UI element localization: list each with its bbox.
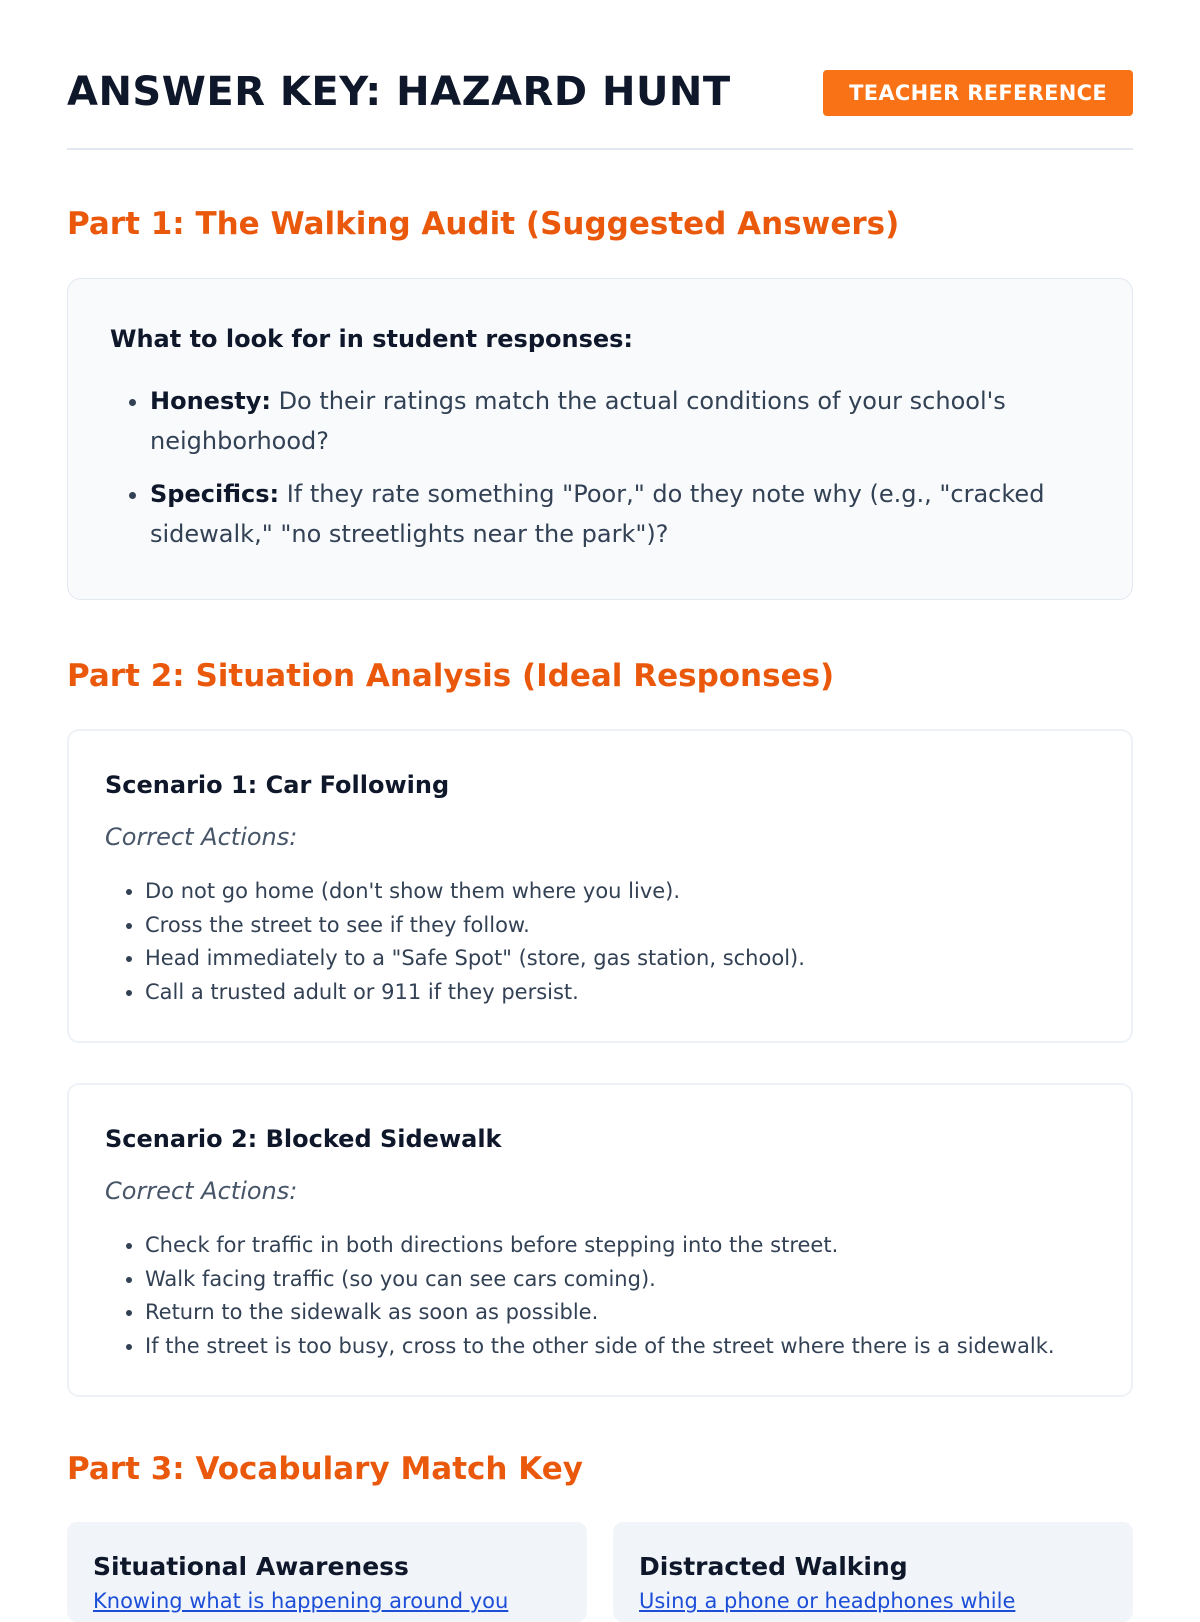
vocab-card-1 <box>67 1522 587 1622</box>
scenario-card-1 <box>67 729 1133 1043</box>
item-label: Honesty: <box>150 387 271 415</box>
vocab-term: Distracted Walking <box>639 1552 908 1581</box>
scenario-card-2 <box>67 1083 1133 1397</box>
vocab-definition: Using a phone or headphones while <box>639 1589 1016 1613</box>
list-item: • Head immediately to a "Safe Spot" (store, gas station, school). <box>145 942 1095 976</box>
vocab-term: Situational Awareness <box>93 1552 409 1581</box>
vocab-definition: Knowing what is happening around you <box>93 1589 509 1613</box>
list-item: • Walk facing traffic (so you can see cars coming). <box>145 1263 1095 1297</box>
scenario-subtitle: Correct Actions: <box>105 823 298 851</box>
part3-title: Part 3: Vocabulary Match Key <box>67 1451 583 1487</box>
item-label: Specifics: <box>150 480 280 508</box>
scenario-subtitle: Correct Actions: <box>105 1177 298 1205</box>
part1-heading: What to look for in student responses: <box>110 325 634 353</box>
list-item: • Check for traffic in both directions before stepping into the street. <box>145 1229 1095 1263</box>
vocab-card-2 <box>613 1522 1133 1622</box>
scenario-title: Scenario 1: Car Following <box>105 771 450 799</box>
part1-info-box <box>67 278 1133 600</box>
item-text: If they rate something "Poor," do they note why (e.g., "cracked sidewalk," "no streetlights near the park")? <box>150 480 1045 548</box>
list-item <box>150 474 1090 554</box>
list-item: • Call a trusted adult or 911 if they persist. <box>145 976 1095 1010</box>
page-title: ANSWER KEY: HAZARD HUNT <box>67 69 731 115</box>
list-item: • Cross the street to see if they follow. <box>145 909 1095 943</box>
scenario-actions <box>105 875 1095 1009</box>
scenario-title: Scenario 2: Blocked Sidewalk <box>105 1125 502 1153</box>
page-header <box>67 58 1133 150</box>
item-text: Do their ratings match the actual conditions of your school's neighborhood? <box>150 387 1006 455</box>
list-item: • If the street is too busy, cross to the other side of the street where there is a sidewalk. <box>145 1330 1095 1364</box>
scenario-actions <box>105 1229 1095 1363</box>
part1-title: Part 1: The Walking Audit (Suggested Answers) <box>67 206 900 242</box>
list-item: • Return to the sidewalk as soon as possible. <box>145 1296 1095 1330</box>
part1-list <box>110 381 1090 554</box>
list-item <box>150 381 1090 461</box>
list-item: • Do not go home (don't show them where you live). <box>145 875 1095 909</box>
part2-title: Part 2: Situation Analysis (Ideal Responses) <box>67 658 835 694</box>
teacher-reference-badge: TEACHER REFERENCE <box>823 70 1133 116</box>
